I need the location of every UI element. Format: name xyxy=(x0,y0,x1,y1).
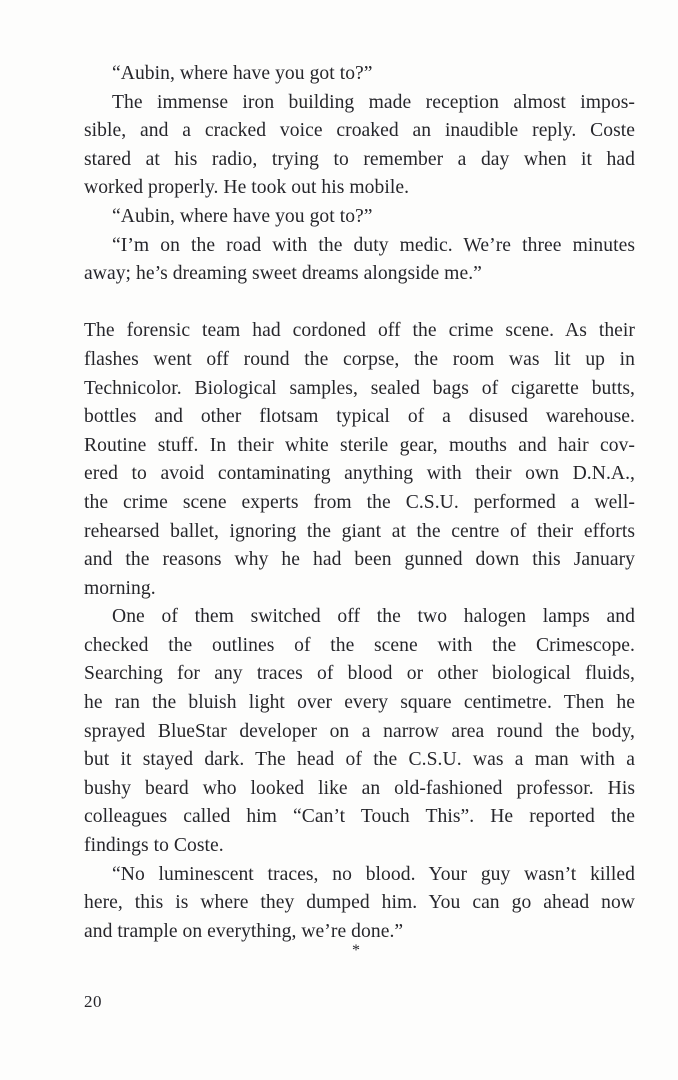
text-line: worked properly. He took out his mobile. xyxy=(84,177,410,199)
text-line: One of them switched off the two halogen lamps and xyxy=(112,606,635,628)
paragraph xyxy=(84,317,635,603)
section-break: * xyxy=(352,942,360,959)
text-line: “Aubin, where have you got to?” xyxy=(112,63,373,84)
text-line: Searching for any traces of blood or other biological fluids, xyxy=(84,663,635,685)
text-line: checked the outlines of the scene with the Crimescope. xyxy=(84,634,635,656)
page-number: 20 xyxy=(84,992,102,1011)
text-line: findings to Coste. xyxy=(84,835,224,857)
paragraph xyxy=(84,603,635,860)
text-line: “I’m on the road with the duty medic. We’re three minutes xyxy=(112,234,635,256)
paragraph xyxy=(84,861,635,947)
text-line: rehearsed ballet, ignoring the giant at the centre of their efforts xyxy=(84,520,635,542)
paragraph xyxy=(84,60,635,89)
text-line: and trample on everything, we’re done.” xyxy=(84,920,404,942)
text-line: The forensic team had cordoned off the crime scene. As their xyxy=(84,320,635,342)
text-line: and the reasons why he had been gunned down this January xyxy=(84,549,635,571)
page-body xyxy=(84,60,635,946)
text-line: Technicolor. Biological samples, sealed bags of cigarette butts, xyxy=(84,377,635,399)
text-line: ered to avoid contaminating anything with their own D.N.A., xyxy=(84,463,635,485)
text-line: colleagues called him “Can’t Touch This”. He reported the xyxy=(84,806,635,828)
text-line: “Aubin, where have you got to?” xyxy=(112,205,373,227)
text-line: “No luminescent traces, no blood. Your guy wasn’t killed xyxy=(112,863,635,885)
paragraph-gap xyxy=(84,289,635,318)
text-line: away; he’s dreaming sweet dreams alongside me.” xyxy=(84,263,482,285)
paragraph xyxy=(84,89,635,203)
text-line: bottles and other flotsam typical of a disused warehouse. xyxy=(84,406,635,428)
text-line: flashes went off round the corpse, the room was lit up in xyxy=(84,348,635,370)
text-line: The immense iron building made reception almost impos- xyxy=(112,91,635,113)
text-line: Routine stuff. In their white sterile gear, mouths and hair cov- xyxy=(84,434,635,456)
text-line: here, this is where they dumped him. You can go ahead now xyxy=(84,892,635,914)
text-line: sible, and a cracked voice croaked an inaudible reply. Coste xyxy=(84,120,635,142)
text-line: morning. xyxy=(84,577,156,599)
text-line: he ran the bluish light over every square centimetre. Then he xyxy=(84,692,635,714)
text-line: sprayed BlueStar developer on a narrow area round the body, xyxy=(84,720,635,742)
paragraph xyxy=(84,203,635,232)
text-line: but it stayed dark. The head of the C.S.U. was a man with a xyxy=(84,749,635,771)
text-line: bushy beard who looked like an old-fashioned professor. His xyxy=(84,777,635,799)
paragraph xyxy=(84,232,635,289)
text-line: the crime scene experts from the C.S.U. performed a well- xyxy=(84,491,635,513)
text-line: stared at his radio, trying to remember a day when it had xyxy=(84,148,635,170)
